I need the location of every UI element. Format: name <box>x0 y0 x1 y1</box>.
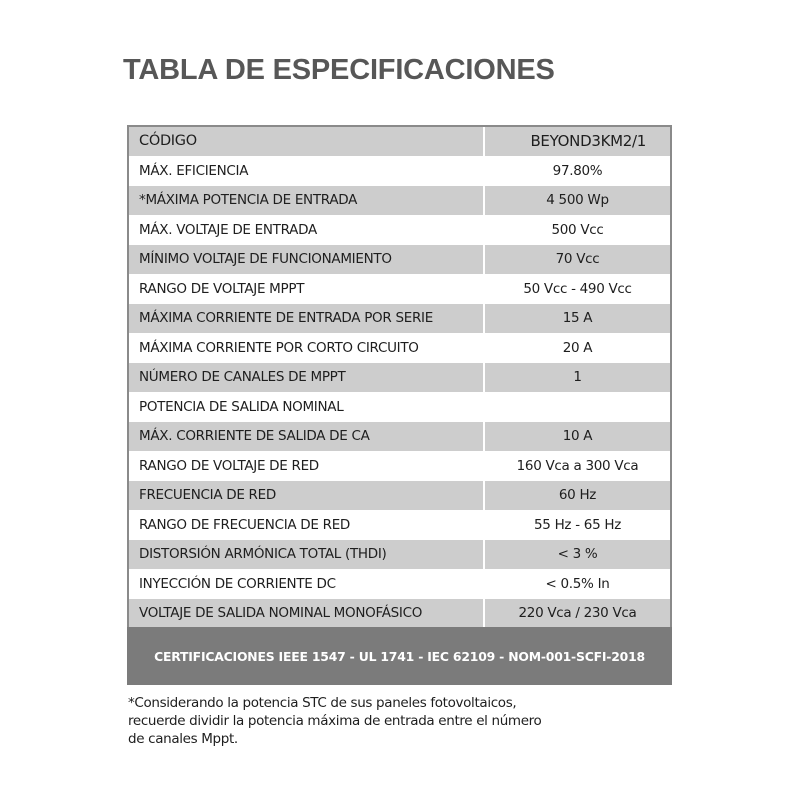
row-value: 1 <box>483 363 670 392</box>
table-row <box>129 481 670 511</box>
row-label: NÚMERO DE CANALES DE MPPT <box>139 369 346 386</box>
row-label: RANGO DE VOLTAJE DE RED <box>139 457 319 474</box>
table-row <box>129 245 670 275</box>
row-value: 4 500 Wp <box>483 186 670 215</box>
row-value: < 3 % <box>483 540 670 569</box>
row-label: MÁX. EFICIENCIA <box>139 162 249 179</box>
footnote-line: recuerde dividir la potencia máxima de entrada entre el número <box>128 713 542 729</box>
row-label: MÁXIMA CORRIENTE POR CORTO CIRCUITO <box>139 339 419 356</box>
row-value: 15 A <box>483 304 670 333</box>
specifications-table <box>127 125 672 629</box>
row-label: RANGO DE VOLTAJE MPPT <box>139 280 305 297</box>
page-title: TABLA DE ESPECIFICACIONES <box>123 54 555 86</box>
row-value: 500 Vcc <box>483 216 670 245</box>
certifications-band <box>127 627 672 685</box>
table-row <box>129 452 670 482</box>
row-value: 220 Vca / 230 Vca <box>483 599 670 628</box>
table-row-section <box>129 393 670 423</box>
table-row <box>129 216 670 246</box>
certifications-text: CERTIFICACIONES IEEE 1547 - UL 1741 - IEC 62109 - NOM-001-SCFI-2018 <box>154 648 645 664</box>
row-value: 60 Hz <box>483 481 670 510</box>
table-row <box>129 422 670 452</box>
row-label: MÁX. CORRIENTE DE SALIDA DE CA <box>139 428 370 445</box>
row-value: 70 Vcc <box>483 245 670 274</box>
footnote-line: *Considerando la potencia STC de sus paneles fotovoltaicos, <box>128 695 517 711</box>
row-label: MÁX. VOLTAJE DE ENTRADA <box>139 221 317 238</box>
row-value: 20 A <box>483 334 670 363</box>
row-label: INYECCIÓN DE CORRIENTE DC <box>139 575 336 592</box>
table-row <box>129 334 670 364</box>
table-row <box>129 570 670 600</box>
row-label: MÍNIMO VOLTAJE DE FUNCIONAMIENTO <box>139 251 392 268</box>
row-value: 10 A <box>483 422 670 451</box>
table-header-row <box>129 127 670 157</box>
row-value: < 0.5% In <box>483 570 670 599</box>
row-label: POTENCIA DE SALIDA NOMINAL <box>139 398 344 415</box>
table-row <box>129 599 670 629</box>
row-label: DISTORSIÓN ARMÓNICA TOTAL (THDI) <box>139 546 387 563</box>
row-value: 50 Vcc - 490 Vcc <box>483 275 670 304</box>
table-row <box>129 540 670 570</box>
row-label: *MÁXIMA POTENCIA DE ENTRADA <box>139 192 358 209</box>
table-row <box>129 275 670 305</box>
footnote-line: de canales Mppt. <box>128 731 238 747</box>
footnote <box>128 694 628 748</box>
table-row <box>129 157 670 187</box>
row-label: MÁXIMA CORRIENTE DE ENTRADA POR SERIE <box>139 310 433 327</box>
row-value: 160 Vca a 300 Vca <box>483 452 670 481</box>
row-label: RANGO DE FRECUENCIA DE RED <box>139 516 351 533</box>
row-label: FRECUENCIA DE RED <box>139 487 276 504</box>
table-row <box>129 363 670 393</box>
table-row <box>129 186 670 216</box>
header-value: BEYOND3KM2/1 <box>483 127 670 156</box>
row-value: 55 Hz - 65 Hz <box>483 511 670 540</box>
row-value: 97.80% <box>483 157 670 186</box>
row-label: VOLTAJE DE SALIDA NOMINAL MONOFÁSICO <box>139 605 423 622</box>
header-label: CÓDIGO <box>139 133 197 150</box>
table-row <box>129 304 670 334</box>
table-row <box>129 511 670 541</box>
